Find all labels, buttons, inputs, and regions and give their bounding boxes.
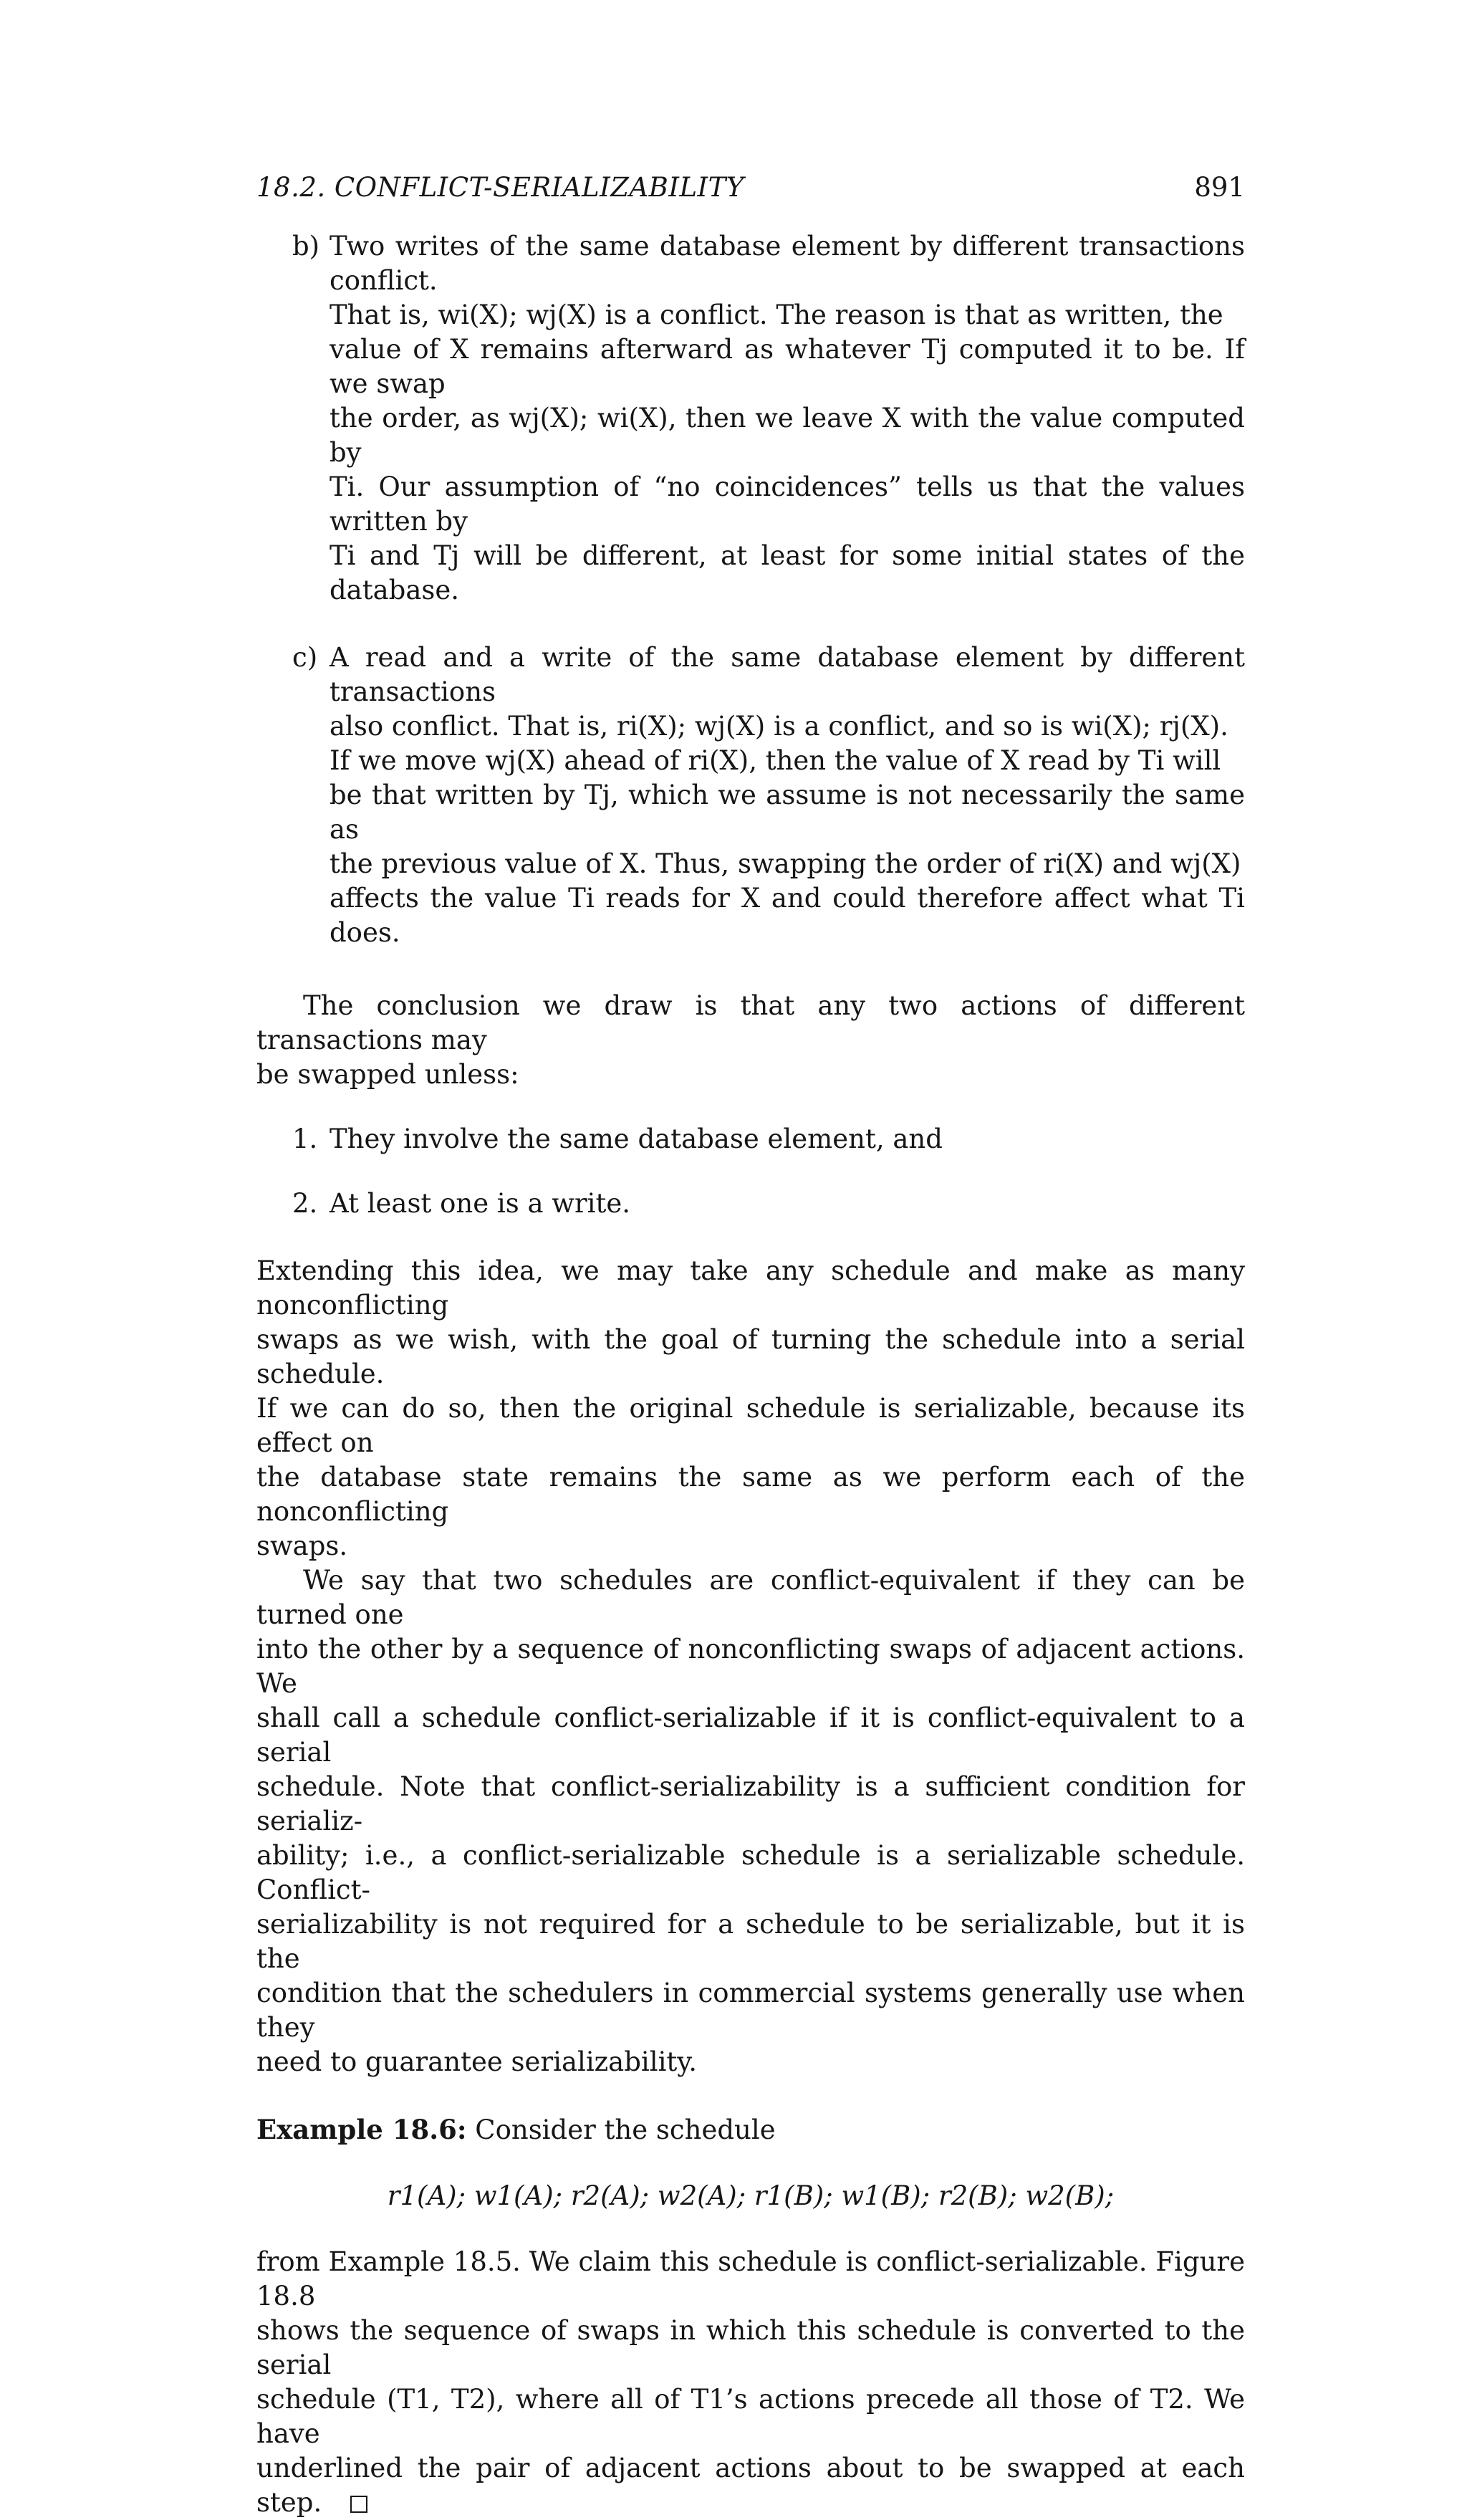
text-line: serializability is not required for a schedule to be serializable, but it is the [256, 1909, 1245, 1974]
text-line: schedule (T1, T2), where all of T1’s actions precede all those of T2. We have [256, 2384, 1245, 2449]
text-line: from Example 18.5. We claim this schedule is conflict-serializable. Figure 18.8 [256, 2246, 1245, 2311]
text-line: Extending this idea, we may take any schedule and make as many nonconflicting [256, 1255, 1245, 1321]
list-item-c [292, 641, 1245, 950]
text-line: also conflict. That is, ri(X); wj(X) is a conflict, and so is wi(X); rj(X). [330, 711, 1228, 742]
list-marker: 1. [292, 1124, 318, 1154]
text-line: We say that two schedules are conflict-equivalent if they can be turned one [256, 1565, 1245, 1630]
list-item-body: They involve the same database element, and [330, 1124, 943, 1154]
text-line: swaps as we wish, with the goal of turning the schedule into a serial schedule. [256, 1324, 1245, 1389]
list-item-body [330, 641, 1245, 950]
text-line: If we can do so, then the original schedule is serializable, because its effect on [256, 1393, 1245, 1458]
text-line: Two writes of the same database element by different transactions conflict. [330, 231, 1245, 296]
text-line: ability; i.e., a conflict-serializable schedule is a serializable schedule. Conflict- [256, 1840, 1245, 1905]
text-line: be that written by Tj, which we assume is not necessarily the same as [330, 780, 1245, 845]
text-line: swaps. [256, 1530, 348, 1561]
text-line: Ti. Our assumption of “no coincidences” tells us that the values written by [330, 471, 1245, 537]
text-line: into the other by a sequence of nonconflicting swaps of adjacent actions. We [256, 1634, 1245, 1699]
text-line: underlined the pair of adjacent actions about to be swapped at each step. [256, 2453, 1245, 2518]
list-item-body: At least one is a write. [330, 1188, 630, 1219]
numbered-item-2 [292, 1187, 1245, 1221]
text-line: affects the value Ti reads for X and could therefore affect what Ti does. [330, 883, 1245, 948]
text-line: A read and a write of the same database element by different transactions [330, 642, 1245, 707]
example-heading [256, 2112, 1245, 2147]
example-label: Example 18.6: [256, 2114, 467, 2145]
list-marker: 2. [292, 1188, 318, 1219]
text-line: the order, as wj(X); wi(X), then we leave X with the value computed by [330, 403, 1245, 468]
text-line: If we move wj(X) ahead of ri(X), then the value of X read by Ti will [330, 745, 1221, 776]
example-block [256, 2112, 1245, 2520]
text-line: The conclusion we draw is that any two actions of different transactions may [256, 990, 1245, 1055]
text-line: the database state remains the same as we perform each of the nonconflicting [256, 1462, 1245, 1527]
numbered-item-1 [292, 1122, 1245, 1156]
text-line: the previous value of X. Thus, swapping the order of ri(X) and wj(X) [330, 848, 1241, 879]
running-head [256, 172, 1245, 215]
text-line: shall call a schedule conflict-serializable if it is conflict-equivalent to a serial [256, 1702, 1245, 1768]
conclusion-paragraph [256, 989, 1245, 1092]
extending-paragraph [256, 1254, 1245, 1563]
text-line: be swapped unless: [256, 1059, 519, 1090]
schedule-formula: r1(A); w1(A); r2(A); w2(A); r1(B); w1(B); r2(B); w2(B); [387, 2180, 1115, 2211]
list-marker: c) [292, 642, 318, 673]
text-line: That is, wi(X); wj(X) is a conflict. The reason is that as written, the [330, 300, 1223, 330]
text-line: shows the sequence of swaps in which this schedule is converted to the serial [256, 2315, 1245, 2380]
last-line [256, 2451, 1245, 2520]
text-line: need to guarantee serializability. [256, 2046, 698, 2077]
page [256, 172, 1245, 2520]
end-of-example-icon [350, 2496, 367, 2513]
list-item-b [292, 229, 1245, 608]
page-number: 891 [1194, 172, 1245, 203]
text-line: Ti and Tj will be different, at least for some initial states of the database. [330, 540, 1245, 605]
list-marker: b) [292, 231, 320, 262]
text-line: value of X remains afterward as whatever Tj computed it to be. If we swap [330, 334, 1245, 399]
section-title: 18.2. CONFLICT-SERIALIZABILITY [256, 172, 744, 203]
definition-paragraph [256, 1563, 1245, 2079]
text-line: condition that the schedulers in commercial systems generally use when they [256, 1978, 1245, 2043]
example-intro: Consider the schedule [475, 2114, 776, 2145]
text-line: schedule. Note that conflict-serializability is a sufficient condition for serializ- [256, 1771, 1245, 1836]
list-item-body [330, 229, 1245, 608]
